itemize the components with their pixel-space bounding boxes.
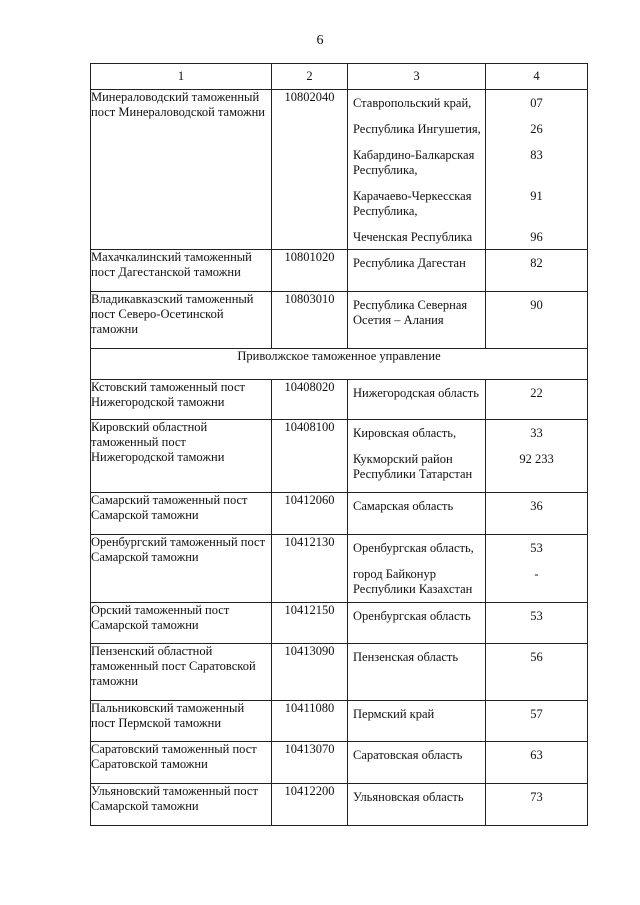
region-code: 96 (530, 230, 543, 244)
customs-post-code: 10411080 (272, 701, 348, 742)
table-row (91, 292, 588, 349)
customs-post-name: Минераловодский таможенный пост Минераловодской таможни (91, 90, 272, 250)
page-number: 6 (316, 33, 324, 48)
region-name: Пензенская область (353, 650, 459, 664)
region-code: 90 (530, 298, 543, 312)
region-cell (348, 90, 486, 250)
column-header: 1 (91, 64, 272, 90)
region-cell (348, 535, 486, 603)
region-code: 53 (530, 609, 543, 623)
customs-post-name: Кстовский таможенный пост Нижегородской таможни (91, 380, 272, 420)
customs-posts-table (90, 63, 588, 826)
region-name: Оренбургская область (353, 609, 471, 623)
customs-post-name: Махачкалинский таможенный пост Дагестанской таможни (91, 250, 272, 292)
region-name: Чеченская Республика (353, 230, 473, 244)
region-code: 53 (530, 541, 543, 555)
region-code-cell (486, 784, 588, 826)
table-row (91, 701, 588, 742)
region-cell (348, 644, 486, 701)
table-row (91, 644, 588, 701)
section-title: Приволжское таможенное управление (91, 349, 588, 380)
table-row (91, 250, 588, 292)
region-code: 73 (530, 790, 543, 804)
customs-post-code: 10412060 (272, 493, 348, 535)
region-code: 57 (530, 707, 543, 721)
region-cell (348, 701, 486, 742)
column-header: 3 (348, 64, 486, 90)
region-code-cell (486, 90, 588, 250)
table-row (91, 90, 588, 250)
region-code-cell (486, 742, 588, 784)
customs-post-code: 10408020 (272, 380, 348, 420)
customs-post-name: Пензенский областной таможенный пост Саратовской таможни (91, 644, 272, 701)
region-code-cell (486, 380, 588, 420)
region-name: Карачаево-Черкесская Республика, (353, 189, 472, 218)
customs-post-name: Оренбургский таможенный пост Самарской таможни (91, 535, 272, 603)
customs-post-name: Кировский областной таможенный пост Нижегородской таможни (91, 420, 272, 493)
region-code-cell (486, 493, 588, 535)
customs-post-name: Пальниковский таможенный пост Пермской таможни (91, 701, 272, 742)
table-row (91, 493, 588, 535)
region-code-cell (486, 420, 588, 493)
table-row (91, 380, 588, 420)
region-code: 63 (530, 748, 543, 762)
region-name: Республика Ингушетия, (353, 122, 481, 136)
region-code: 92 233 (519, 452, 554, 466)
table-row (91, 784, 588, 826)
customs-post-code: 10803010 (272, 292, 348, 349)
region-code-cell (486, 292, 588, 349)
customs-post-name: Орский таможенный пост Самарской таможни (91, 603, 272, 644)
region-cell (348, 742, 486, 784)
region-name: Кукморский район Республики Татарстан (353, 452, 473, 481)
customs-post-name: Самарский таможенный пост Самарской таможни (91, 493, 272, 535)
region-name: Республика Северная Осетия – Алания (353, 298, 468, 327)
table-row (91, 420, 588, 493)
region-code-cell (486, 250, 588, 292)
table-row (91, 742, 588, 784)
column-header: 2 (272, 64, 348, 90)
region-name: Кировская область, (353, 426, 457, 440)
customs-post-code: 10412200 (272, 784, 348, 826)
region-code: 36 (530, 499, 543, 513)
region-cell (348, 603, 486, 644)
customs-post-code: 10408100 (272, 420, 348, 493)
region-code-cell (486, 535, 588, 603)
region-code: 83 (530, 148, 543, 162)
region-name: Нижегородская область (353, 386, 479, 400)
region-cell (348, 380, 486, 420)
region-name: Республика Дагестан (353, 256, 466, 270)
customs-post-name: Владикавказский таможенный пост Северо-Осетинской таможни (91, 292, 272, 349)
region-name: город Байконур Республики Казахстан (353, 567, 473, 596)
region-name: Самарская область (353, 499, 454, 513)
region-name: Пермский край (353, 707, 435, 721)
table-header-row (91, 64, 588, 90)
region-name: Ульяновская область (353, 790, 464, 804)
section-row (91, 349, 588, 380)
region-code: 07 (530, 96, 543, 110)
table-row (91, 603, 588, 644)
customs-post-code: 10413090 (272, 644, 348, 701)
customs-post-code: 10412130 (272, 535, 348, 603)
customs-post-code: 10413070 (272, 742, 348, 784)
region-cell (348, 493, 486, 535)
region-code: 33 (530, 426, 543, 440)
table-row (91, 535, 588, 603)
region-cell (348, 784, 486, 826)
customs-post-code: 10412150 (272, 603, 348, 644)
region-code: 82 (530, 256, 543, 270)
region-code-cell (486, 603, 588, 644)
region-name: Кабардино-Балкарская Республика, (353, 148, 475, 177)
region-code: 56 (530, 650, 543, 664)
customs-post-code: 10802040 (272, 90, 348, 250)
region-code-cell (486, 644, 588, 701)
region-code: 91 (530, 189, 543, 203)
region-code: 22 (530, 386, 543, 400)
region-code: 26 (530, 122, 543, 136)
region-name: Ставропольский край, (353, 96, 472, 110)
region-cell (348, 292, 486, 349)
region-name: Саратовская область (353, 748, 463, 762)
customs-post-name: Саратовский таможенный пост Саратовской таможни (91, 742, 272, 784)
column-header: 4 (486, 64, 588, 90)
region-code-cell (486, 701, 588, 742)
region-cell (348, 250, 486, 292)
region-cell (348, 420, 486, 493)
region-name: Оренбургская область, (353, 541, 474, 555)
customs-post-code: 10801020 (272, 250, 348, 292)
region-code: - (534, 567, 539, 581)
customs-post-name: Ульяновский таможенный пост Самарской таможни (91, 784, 272, 826)
